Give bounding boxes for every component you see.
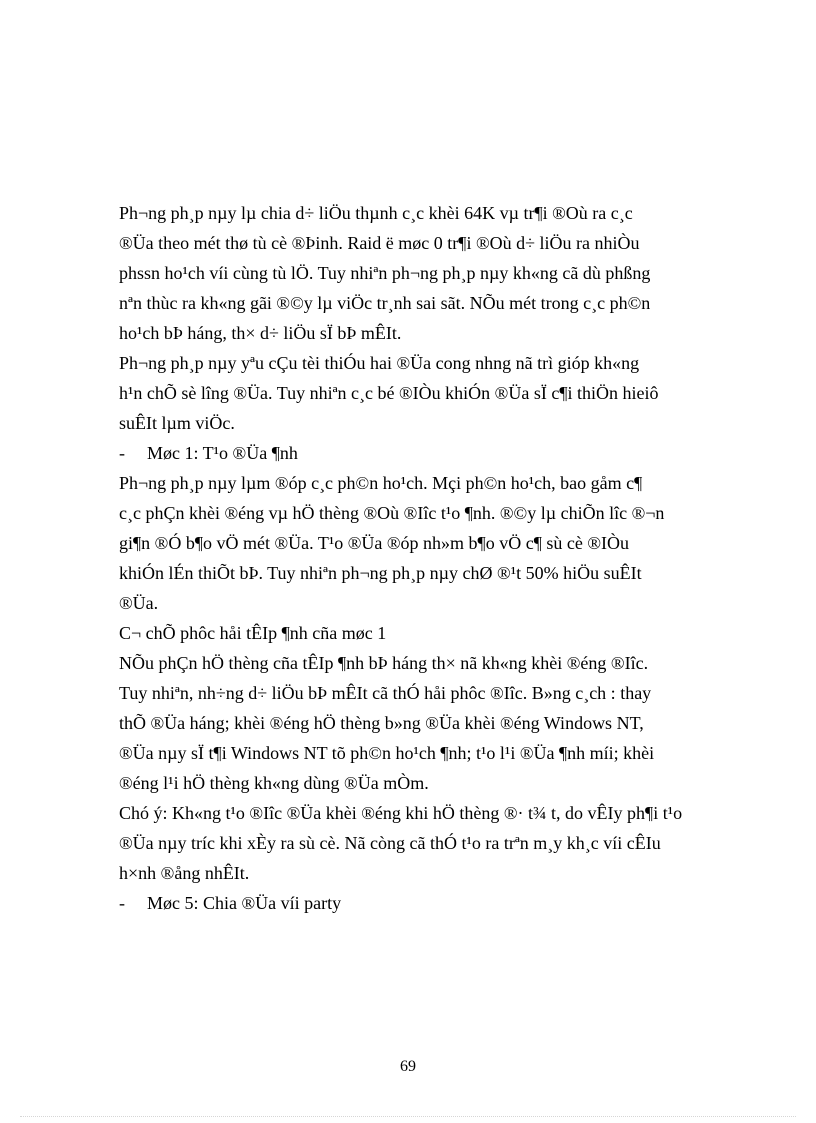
text-line: ®Üa theo mét thø tù cè ®Þinh. Raid ë møc 0 tr¶i ®Où d÷ liÖu ra nhiÒu (119, 233, 640, 253)
text-line: ho¹ch bÞ háng, th× d÷ liÖu sÏ bÞ mÊIt. (119, 323, 402, 343)
text-line: h¹n chÕ sè lîng ®Üa. Tuy nhiªn c¸c bé ®IÒu khiÓn ®Üa sÏ c¶i thiÖn hieiô (119, 383, 659, 403)
text-line: nªn thùc ra kh«ng gãi ®©y lµ viÖc tr¸nh sai sãt. NÕu mét trong c¸c ph©n (119, 293, 651, 313)
text-line: Ph¬ng ph¸p nµy lµ chia d÷ liÖu thµnh c¸c khèi 64K vµ tr¶i ®Où ra c¸c (119, 203, 633, 223)
text-line: Ph¬ng ph¸p nµy lµm ®óp c¸c ph©n ho¹ch. Mçi ph©n ho¹ch, bao gåm c¶ (119, 473, 643, 493)
body-text (119, 198, 709, 918)
text-line: c¸c phÇn khèi ®éng vµ hÖ thèng ®Où ®Iîc t¹o ¶nh. ®©y lµ chiÕn lîc ®¬n (119, 503, 665, 523)
bullet-text: Møc 1: T¹o ®Üa ¶nh (147, 443, 298, 463)
text-line: Ph¬ng ph¸p nµy yªu cÇu tèi thiÓu hai ®Üa cong nhng nã trì gióp kh«ng (119, 353, 640, 373)
bullet-marker: - (119, 893, 125, 913)
text-line: ®Üa. (119, 593, 159, 613)
bullet-text: Møc 5: Chia ®Üa víi party (147, 893, 342, 913)
text-line: gi¶n ®Ó b¶o vÖ mét ®Üa. T¹o ®Üa ®óp nh»m b¶o vÖ c¶ sù cè ®IÒu (119, 533, 630, 553)
text-line: C¬ chÕ phôc håi tÊIp ¶nh cña møc 1 (119, 623, 387, 643)
bullet-line (119, 438, 709, 468)
page-number: 69 (400, 1058, 416, 1075)
text-line: khiÓn lÉn thiÕt bÞ. Tuy nhiªn ph¬ng ph¸p nµy chØ ®¹t 50% hiÖu suÊIt (119, 563, 642, 583)
text-line: NÕu phÇn hÖ thèng cña tÊIp ¶nh bÞ háng th× nã kh«ng khèi ®éng ®Iîc. (119, 653, 649, 673)
text-line: Chó ý: Kh«ng t¹o ®Iîc ®Üa khèi ®éng khi hÖ thèng ®· t¾ t, do vÊIy ph¶i t¹o (119, 803, 683, 823)
page-bottom-divider (20, 1116, 796, 1117)
text-line: ®éng l¹i hÖ thèng kh«ng dùng ®Üa mÒm. (119, 773, 429, 793)
text-line: ®Üa nµy tríc khi xÈy ra sù cè. Nã còng cã thÓ t¹o ra trªn m¸y kh¸c víi cÊIu (119, 833, 661, 853)
text-line: thÕ ®Üa háng; khèi ®éng hÖ thèng b»ng ®Üa khèi ®éng Windows NT, (119, 713, 644, 733)
text-line: Tuy nhiªn, nh÷ng d÷ liÖu bÞ mÊIt cã thÓ håi phôc ®Iîc. B»ng c¸ch : thay (119, 683, 652, 703)
text-line: h×nh ®ång nhÊIt. (119, 863, 250, 883)
bullet-line (119, 888, 709, 918)
text-line: suÊIt lµm viÖc. (119, 413, 235, 433)
text-line: ®Üa nµy sÏ t¶i Windows NT tõ ph©n ho¹ch ¶nh; t¹o l¹i ®Üa ¶nh míi; khèi (119, 743, 655, 763)
bullet-marker: - (119, 443, 125, 463)
text-line: phssn ho¹ch víi cùng tù lÖ. Tuy nhiªn ph¬ng ph¸p nµy kh«ng cã dù phßng (119, 263, 651, 283)
